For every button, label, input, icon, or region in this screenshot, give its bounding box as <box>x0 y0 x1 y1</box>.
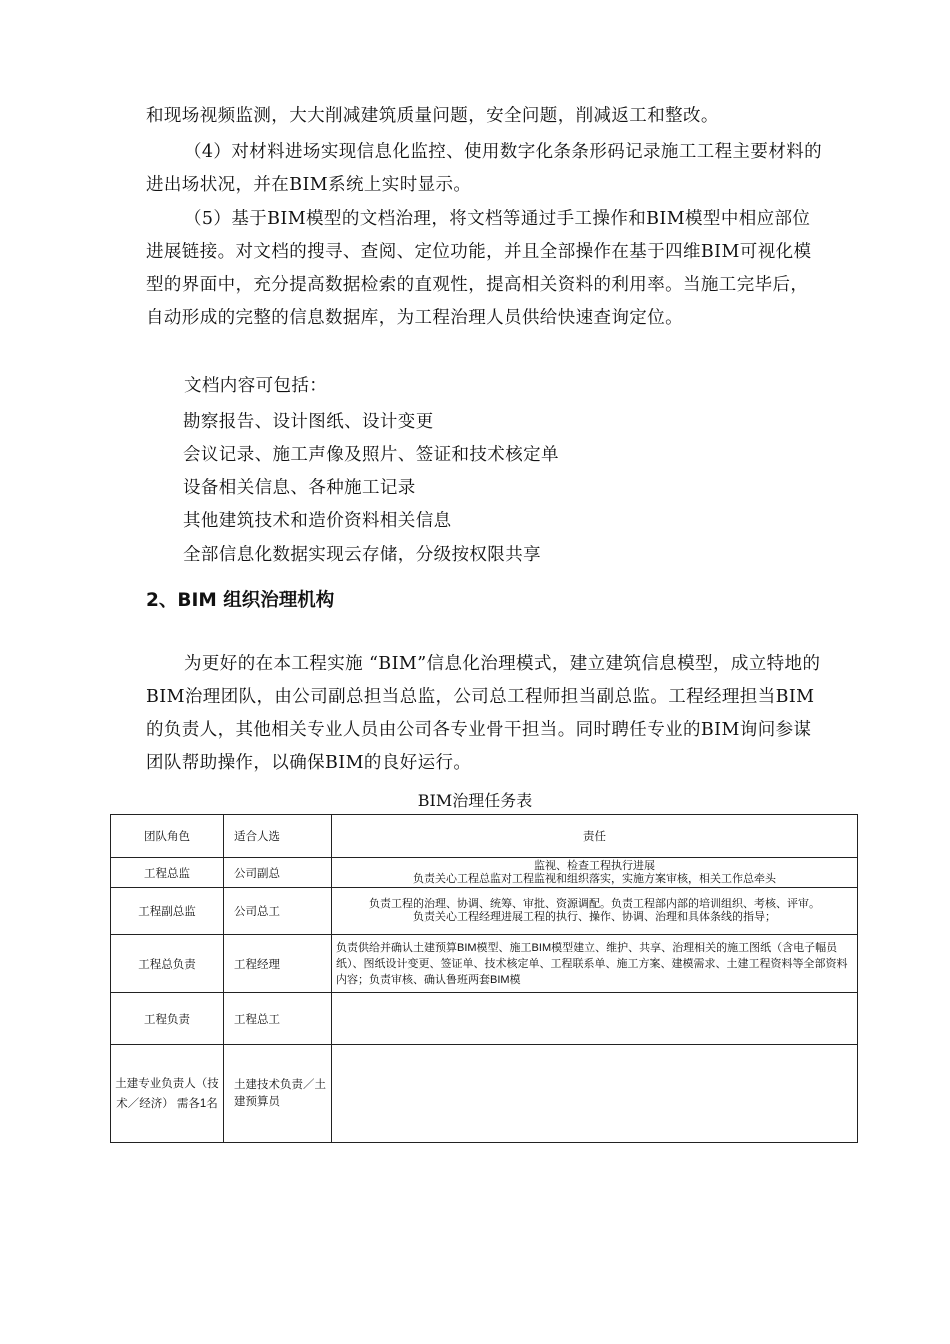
cell-role: 工程负责 <box>111 993 224 1045</box>
table-row <box>111 935 858 993</box>
paragraph-2: （4）对材料进场实现信息化监控、使用数字化条条形码记录施工工程主要材料的进出场状况，并在BIM系统上实时显示。 <box>146 142 823 195</box>
table-header-row <box>111 815 858 858</box>
cell-person: 工程总工 <box>224 993 332 1045</box>
paragraph-3: （5）基于BIM模型的文档治理，将文档等通过手工操作和BIM模型中相应部位进展链接。对文档的搜寻、查阅、定位功能，并且全部操作在基于四维BIM可视化模型的界面中，充分提高数据检索的直观性，提高相关资料的利用率。当施工完毕后，自动形成的完整的信息数据库，为工程治理人员供给快速查询定位。 <box>146 209 812 328</box>
cell-person: 工程经理 <box>224 935 332 993</box>
table-caption: BIM治理任务表 <box>417 791 533 810</box>
list-item: 其他建筑技术和造价资料相关信息 <box>183 511 452 531</box>
table-row <box>111 888 858 935</box>
section-heading: 2、BIM 组织治理机构 <box>146 590 335 611</box>
list-item: 设备相关信息、各种施工记录 <box>183 478 416 498</box>
cell-person: 土建技术负责／土建预算员 <box>224 1045 332 1143</box>
cell-role: 工程副总监 <box>111 888 224 935</box>
cell-role: 土建专业负责人（技术／经济） 需各1名 <box>111 1045 224 1143</box>
header-role: 团队角色 <box>111 815 224 858</box>
cell-duty <box>332 993 858 1045</box>
cell-person: 公司副总 <box>224 858 332 888</box>
list-item: 全部信息化数据实现云存储，分级按权限共享 <box>183 545 541 565</box>
list-item: 会议记录、施工声像及照片、签证和技术核定单 <box>183 445 559 465</box>
cell-role: 工程总监 <box>111 858 224 888</box>
list-item: 勘察报告、设计图纸、设计变更 <box>183 412 434 432</box>
task-table <box>110 814 858 1143</box>
cell-duty: 监视、检查工程执行进展 负责关心工程总监对工程监视和组织落实，实施方案审核，相关工作总牵头 <box>332 858 858 888</box>
paragraph-4: 文档内容可包括： <box>184 376 328 396</box>
paragraph-1: 和现场视频监测，大大削减建筑质量问题，安全问题，削减返工和整改。 <box>146 106 719 126</box>
header-person: 适合人选 <box>224 815 332 858</box>
cell-person: 公司总工 <box>224 888 332 935</box>
table-row <box>111 1045 858 1143</box>
cell-duty <box>332 1045 858 1143</box>
intro-paragraph: 为更好的在本工程实施 “BIM”信息化治理模式，建立建筑信息模型，成立特地的BIM治理团队，由公司副总担当总监，公司总工程师担当副总监。工程经理担当BIM的负责人，其他相关专业人员由公司各专业骨干担当。同时聘任专业的BIM询问参谋团队帮助操作，以确保BIM的良好运行。 <box>146 654 821 773</box>
table-row <box>111 858 858 888</box>
cell-duty: 负责供给并确认土建预算BIM模型、施工BIM模型建立、维护、共享、治理相关的施工图纸（含电子幅员纸）、图纸设计变更、签证单、技术核定单、工程联系单、施工方案、建模需求、土建工程资料等全部资料内容；负责审核、确认鲁班两套BIM模 <box>332 935 858 993</box>
table-row <box>111 993 858 1045</box>
header-duty: 责任 <box>332 815 858 858</box>
cell-duty: 负责工程的治理、协调、统筹、审批、资源调配。负责工程部内部的培训组织、考核、评审。 负责关心工程经理进展工程的执行、操作、协调、治理和具体条线的指导； <box>332 888 858 935</box>
cell-role: 工程总负责 <box>111 935 224 993</box>
